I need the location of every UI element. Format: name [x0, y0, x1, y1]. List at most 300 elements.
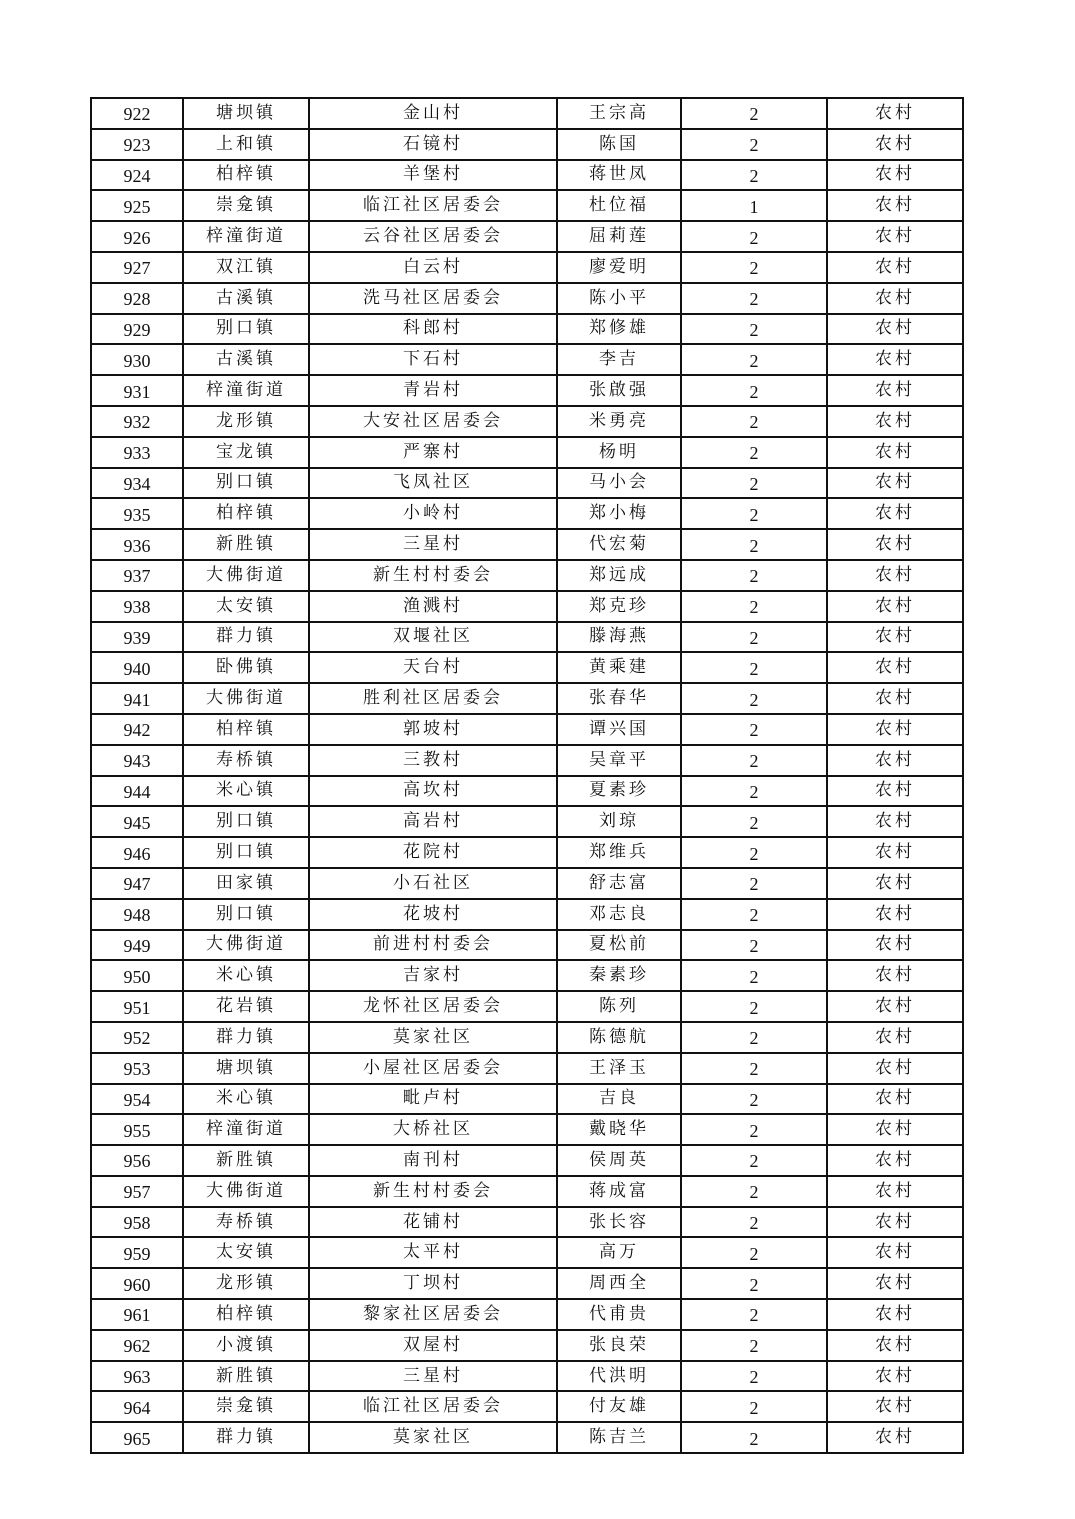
count-cell: 2	[681, 437, 827, 468]
table-row	[91, 622, 963, 653]
row-number: 930	[91, 344, 183, 375]
table-row	[91, 776, 963, 807]
count-cell: 2	[681, 1084, 827, 1115]
village-cell: 云谷社区居委会	[309, 221, 557, 252]
table-row	[91, 1299, 963, 1330]
name-cell: 陈列	[557, 991, 681, 1022]
row-number: 923	[91, 129, 183, 160]
village-cell: 大桥社区	[309, 1114, 557, 1145]
table-row	[91, 1268, 963, 1299]
count-cell: 2	[681, 930, 827, 961]
village-cell: 飞凤社区	[309, 468, 557, 499]
count-cell: 2	[681, 1145, 827, 1176]
table-row	[91, 683, 963, 714]
type-cell: 农村	[827, 283, 963, 314]
name-cell: 戴晓华	[557, 1114, 681, 1145]
village-cell: 羊堡村	[309, 160, 557, 191]
name-cell: 周西全	[557, 1268, 681, 1299]
count-cell: 2	[681, 344, 827, 375]
row-number: 936	[91, 529, 183, 560]
name-cell: 代洪明	[557, 1361, 681, 1392]
table-row	[91, 1022, 963, 1053]
row-number: 954	[91, 1084, 183, 1115]
village-cell: 太平村	[309, 1237, 557, 1268]
village-cell: 科郎村	[309, 314, 557, 345]
row-number: 933	[91, 437, 183, 468]
count-cell: 2	[681, 160, 827, 191]
row-number: 949	[91, 930, 183, 961]
row-number: 942	[91, 714, 183, 745]
row-number: 940	[91, 652, 183, 683]
village-cell: 黎家社区居委会	[309, 1299, 557, 1330]
type-cell: 农村	[827, 1361, 963, 1392]
table-row	[91, 1237, 963, 1268]
table-row	[91, 1361, 963, 1392]
table-row	[91, 1084, 963, 1115]
row-number: 944	[91, 776, 183, 807]
table-row	[91, 129, 963, 160]
row-number: 957	[91, 1176, 183, 1207]
name-cell: 郑克珍	[557, 591, 681, 622]
row-number: 929	[91, 314, 183, 345]
count-cell: 2	[681, 375, 827, 406]
type-cell: 农村	[827, 1176, 963, 1207]
name-cell: 陈小平	[557, 283, 681, 314]
table-row	[91, 406, 963, 437]
table-row	[91, 160, 963, 191]
table-row	[91, 1053, 963, 1084]
town-cell: 米心镇	[183, 1084, 309, 1115]
type-cell: 农村	[827, 98, 963, 129]
count-cell: 2	[681, 1114, 827, 1145]
row-number: 931	[91, 375, 183, 406]
table-row	[91, 560, 963, 591]
type-cell: 农村	[827, 1022, 963, 1053]
type-cell: 农村	[827, 1084, 963, 1115]
row-number: 938	[91, 591, 183, 622]
type-cell: 农村	[827, 683, 963, 714]
type-cell: 农村	[827, 252, 963, 283]
row-number: 946	[91, 837, 183, 868]
town-cell: 古溪镇	[183, 344, 309, 375]
village-cell: 天台村	[309, 652, 557, 683]
name-cell: 张春华	[557, 683, 681, 714]
town-cell: 寿桥镇	[183, 1207, 309, 1238]
row-number: 948	[91, 899, 183, 930]
table-row	[91, 1391, 963, 1422]
town-cell: 崇龛镇	[183, 1391, 309, 1422]
village-cell: 白云村	[309, 252, 557, 283]
row-number: 962	[91, 1330, 183, 1361]
name-cell: 张良荣	[557, 1330, 681, 1361]
count-cell: 2	[681, 652, 827, 683]
count-cell: 2	[681, 314, 827, 345]
name-cell: 杨明	[557, 437, 681, 468]
town-cell: 卧佛镇	[183, 652, 309, 683]
count-cell: 2	[681, 406, 827, 437]
town-cell: 别口镇	[183, 837, 309, 868]
town-cell: 别口镇	[183, 899, 309, 930]
village-cell: 严寨村	[309, 437, 557, 468]
type-cell: 农村	[827, 375, 963, 406]
name-cell: 王泽玉	[557, 1053, 681, 1084]
count-cell: 2	[681, 1391, 827, 1422]
village-cell: 高坎村	[309, 776, 557, 807]
type-cell: 农村	[827, 529, 963, 560]
count-cell: 2	[681, 837, 827, 868]
name-cell: 刘琼	[557, 806, 681, 837]
type-cell: 农村	[827, 991, 963, 1022]
village-cell: 下石村	[309, 344, 557, 375]
row-number: 927	[91, 252, 183, 283]
name-cell: 米勇亮	[557, 406, 681, 437]
name-cell: 滕海燕	[557, 622, 681, 653]
table-row	[91, 745, 963, 776]
type-cell: 农村	[827, 190, 963, 221]
row-number: 926	[91, 221, 183, 252]
village-cell: 青岩村	[309, 375, 557, 406]
table-row	[91, 344, 963, 375]
town-cell: 柏梓镇	[183, 160, 309, 191]
row-number: 950	[91, 960, 183, 991]
row-number: 941	[91, 683, 183, 714]
table-row	[91, 714, 963, 745]
village-cell: 郭坡村	[309, 714, 557, 745]
type-cell: 农村	[827, 1422, 963, 1453]
table-row	[91, 468, 963, 499]
table-row	[91, 498, 963, 529]
type-cell: 农村	[827, 1268, 963, 1299]
town-cell: 大佛街道	[183, 683, 309, 714]
table-row	[91, 868, 963, 899]
name-cell: 邓志良	[557, 899, 681, 930]
name-cell: 郑小梅	[557, 498, 681, 529]
count-cell: 2	[681, 1268, 827, 1299]
name-cell: 陈吉兰	[557, 1422, 681, 1453]
type-cell: 农村	[827, 468, 963, 499]
table-row	[91, 1422, 963, 1453]
town-cell: 群力镇	[183, 1022, 309, 1053]
town-cell: 田家镇	[183, 868, 309, 899]
count-cell: 2	[681, 1207, 827, 1238]
row-number: 943	[91, 745, 183, 776]
village-cell: 南刊村	[309, 1145, 557, 1176]
town-cell: 崇龛镇	[183, 190, 309, 221]
village-cell: 前进村村委会	[309, 930, 557, 961]
name-cell: 李吉	[557, 344, 681, 375]
town-cell: 宝龙镇	[183, 437, 309, 468]
town-cell: 大佛街道	[183, 1176, 309, 1207]
name-cell: 蒋世凤	[557, 160, 681, 191]
type-cell: 农村	[827, 776, 963, 807]
row-number: 955	[91, 1114, 183, 1145]
village-cell: 小岭村	[309, 498, 557, 529]
type-cell: 农村	[827, 930, 963, 961]
village-cell: 吉家村	[309, 960, 557, 991]
type-cell: 农村	[827, 1391, 963, 1422]
table-row	[91, 837, 963, 868]
village-cell: 双屋村	[309, 1330, 557, 1361]
row-number: 952	[91, 1022, 183, 1053]
count-cell: 2	[681, 1422, 827, 1453]
type-cell: 农村	[827, 1207, 963, 1238]
type-cell: 农村	[827, 221, 963, 252]
village-cell: 洗马社区居委会	[309, 283, 557, 314]
name-cell: 秦素珍	[557, 960, 681, 991]
count-cell: 2	[681, 745, 827, 776]
town-cell: 新胜镇	[183, 1145, 309, 1176]
table-row	[91, 1207, 963, 1238]
type-cell: 农村	[827, 560, 963, 591]
name-cell: 陈国	[557, 129, 681, 160]
table-row	[91, 899, 963, 930]
table-row	[91, 314, 963, 345]
type-cell: 农村	[827, 622, 963, 653]
town-cell: 寿桥镇	[183, 745, 309, 776]
count-cell: 2	[681, 1361, 827, 1392]
count-cell: 2	[681, 529, 827, 560]
name-cell: 张啟强	[557, 375, 681, 406]
count-cell: 2	[681, 129, 827, 160]
row-number: 925	[91, 190, 183, 221]
town-cell: 花岩镇	[183, 991, 309, 1022]
row-number: 953	[91, 1053, 183, 1084]
town-cell: 柏梓镇	[183, 1299, 309, 1330]
name-cell: 舒志富	[557, 868, 681, 899]
row-number: 932	[91, 406, 183, 437]
row-number: 965	[91, 1422, 183, 1453]
table-body	[91, 98, 963, 1453]
table-row	[91, 1176, 963, 1207]
table-row	[91, 1114, 963, 1145]
village-cell: 高岩村	[309, 806, 557, 837]
village-cell: 金山村	[309, 98, 557, 129]
name-cell: 吴章平	[557, 745, 681, 776]
name-cell: 张长容	[557, 1207, 681, 1238]
type-cell: 农村	[827, 1053, 963, 1084]
row-number: 934	[91, 468, 183, 499]
village-cell: 莫家社区	[309, 1022, 557, 1053]
count-cell: 2	[681, 1237, 827, 1268]
type-cell: 农村	[827, 314, 963, 345]
village-cell: 胜利社区居委会	[309, 683, 557, 714]
count-cell: 1	[681, 190, 827, 221]
town-cell: 柏梓镇	[183, 714, 309, 745]
row-number: 959	[91, 1237, 183, 1268]
town-cell: 双江镇	[183, 252, 309, 283]
town-cell: 新胜镇	[183, 1361, 309, 1392]
village-cell: 莫家社区	[309, 1422, 557, 1453]
town-cell: 新胜镇	[183, 529, 309, 560]
row-number: 963	[91, 1361, 183, 1392]
table-row	[91, 529, 963, 560]
town-cell: 小渡镇	[183, 1330, 309, 1361]
row-number: 939	[91, 622, 183, 653]
row-number: 956	[91, 1145, 183, 1176]
town-cell: 大佛街道	[183, 930, 309, 961]
type-cell: 农村	[827, 1114, 963, 1145]
table-row	[91, 98, 963, 129]
type-cell: 农村	[827, 591, 963, 622]
type-cell: 农村	[827, 806, 963, 837]
name-cell: 屈莉莲	[557, 221, 681, 252]
town-cell: 群力镇	[183, 622, 309, 653]
table-row	[91, 437, 963, 468]
type-cell: 农村	[827, 745, 963, 776]
table-row	[91, 252, 963, 283]
count-cell: 2	[681, 1176, 827, 1207]
town-cell: 梓潼街道	[183, 221, 309, 252]
town-cell: 米心镇	[183, 960, 309, 991]
count-cell: 2	[681, 714, 827, 745]
village-cell: 临江社区居委会	[309, 1391, 557, 1422]
type-cell: 农村	[827, 1299, 963, 1330]
count-cell: 2	[681, 1299, 827, 1330]
name-cell: 杜位福	[557, 190, 681, 221]
count-cell: 2	[681, 1022, 827, 1053]
town-cell: 别口镇	[183, 468, 309, 499]
town-cell: 古溪镇	[183, 283, 309, 314]
table-row	[91, 806, 963, 837]
count-cell: 2	[681, 868, 827, 899]
row-number: 922	[91, 98, 183, 129]
type-cell: 农村	[827, 160, 963, 191]
table-row	[91, 221, 963, 252]
town-cell: 龙形镇	[183, 1268, 309, 1299]
row-number: 945	[91, 806, 183, 837]
type-cell: 农村	[827, 837, 963, 868]
town-cell: 塘坝镇	[183, 1053, 309, 1084]
table-row	[91, 960, 963, 991]
type-cell: 农村	[827, 406, 963, 437]
count-cell: 2	[681, 591, 827, 622]
town-cell: 梓潼街道	[183, 375, 309, 406]
count-cell: 2	[681, 1053, 827, 1084]
name-cell: 蒋成富	[557, 1176, 681, 1207]
name-cell: 廖爱明	[557, 252, 681, 283]
table-row	[91, 1330, 963, 1361]
village-cell: 龙怀社区居委会	[309, 991, 557, 1022]
name-cell: 马小会	[557, 468, 681, 499]
village-cell: 大安社区居委会	[309, 406, 557, 437]
village-cell: 渔溅村	[309, 591, 557, 622]
type-cell: 农村	[827, 344, 963, 375]
town-cell: 塘坝镇	[183, 98, 309, 129]
name-cell: 王宗高	[557, 98, 681, 129]
row-number: 935	[91, 498, 183, 529]
count-cell: 2	[681, 283, 827, 314]
row-number: 951	[91, 991, 183, 1022]
count-cell: 2	[681, 252, 827, 283]
village-cell: 三教村	[309, 745, 557, 776]
town-cell: 梓潼街道	[183, 1114, 309, 1145]
name-cell: 郑远成	[557, 560, 681, 591]
count-cell: 2	[681, 899, 827, 930]
town-cell: 太安镇	[183, 1237, 309, 1268]
village-cell: 三星村	[309, 529, 557, 560]
type-cell: 农村	[827, 437, 963, 468]
type-cell: 农村	[827, 960, 963, 991]
village-cell: 石镜村	[309, 129, 557, 160]
village-cell: 双堰社区	[309, 622, 557, 653]
row-number: 964	[91, 1391, 183, 1422]
count-cell: 2	[681, 498, 827, 529]
type-cell: 农村	[827, 498, 963, 529]
name-cell: 侯周英	[557, 1145, 681, 1176]
count-cell: 2	[681, 1330, 827, 1361]
type-cell: 农村	[827, 652, 963, 683]
name-cell: 代宏菊	[557, 529, 681, 560]
name-cell: 高万	[557, 1237, 681, 1268]
name-cell: 郑修雄	[557, 314, 681, 345]
town-cell: 群力镇	[183, 1422, 309, 1453]
type-cell: 农村	[827, 868, 963, 899]
count-cell: 2	[681, 622, 827, 653]
count-cell: 2	[681, 560, 827, 591]
name-cell: 代甫贵	[557, 1299, 681, 1330]
name-cell: 吉良	[557, 1084, 681, 1115]
row-number: 960	[91, 1268, 183, 1299]
count-cell: 2	[681, 221, 827, 252]
table-row	[91, 1145, 963, 1176]
count-cell: 2	[681, 98, 827, 129]
town-cell: 龙形镇	[183, 406, 309, 437]
name-cell: 夏松前	[557, 930, 681, 961]
row-number: 924	[91, 160, 183, 191]
village-cell: 花坡村	[309, 899, 557, 930]
table-row	[91, 652, 963, 683]
village-cell: 花铺村	[309, 1207, 557, 1238]
name-cell: 谭兴国	[557, 714, 681, 745]
village-cell: 新生村村委会	[309, 560, 557, 591]
row-number: 937	[91, 560, 183, 591]
count-cell: 2	[681, 806, 827, 837]
name-cell: 黄乘建	[557, 652, 681, 683]
row-number: 947	[91, 868, 183, 899]
village-cell: 小石社区	[309, 868, 557, 899]
table-row	[91, 375, 963, 406]
village-cell: 临江社区居委会	[309, 190, 557, 221]
town-cell: 柏梓镇	[183, 498, 309, 529]
type-cell: 农村	[827, 1330, 963, 1361]
table-row	[91, 991, 963, 1022]
village-cell: 小屋社区居委会	[309, 1053, 557, 1084]
type-cell: 农村	[827, 129, 963, 160]
name-cell: 陈德航	[557, 1022, 681, 1053]
household-table	[90, 97, 964, 1454]
count-cell: 2	[681, 991, 827, 1022]
table-row	[91, 283, 963, 314]
row-number: 928	[91, 283, 183, 314]
table-row	[91, 190, 963, 221]
village-cell: 丁坝村	[309, 1268, 557, 1299]
name-cell: 夏素珍	[557, 776, 681, 807]
type-cell: 农村	[827, 1145, 963, 1176]
count-cell: 2	[681, 683, 827, 714]
village-cell: 花院村	[309, 837, 557, 868]
name-cell: 郑维兵	[557, 837, 681, 868]
village-cell: 新生村村委会	[309, 1176, 557, 1207]
count-cell: 2	[681, 960, 827, 991]
table-row	[91, 930, 963, 961]
type-cell: 农村	[827, 1237, 963, 1268]
town-cell: 太安镇	[183, 591, 309, 622]
type-cell: 农村	[827, 899, 963, 930]
town-cell: 上和镇	[183, 129, 309, 160]
type-cell: 农村	[827, 714, 963, 745]
row-number: 958	[91, 1207, 183, 1238]
count-cell: 2	[681, 468, 827, 499]
